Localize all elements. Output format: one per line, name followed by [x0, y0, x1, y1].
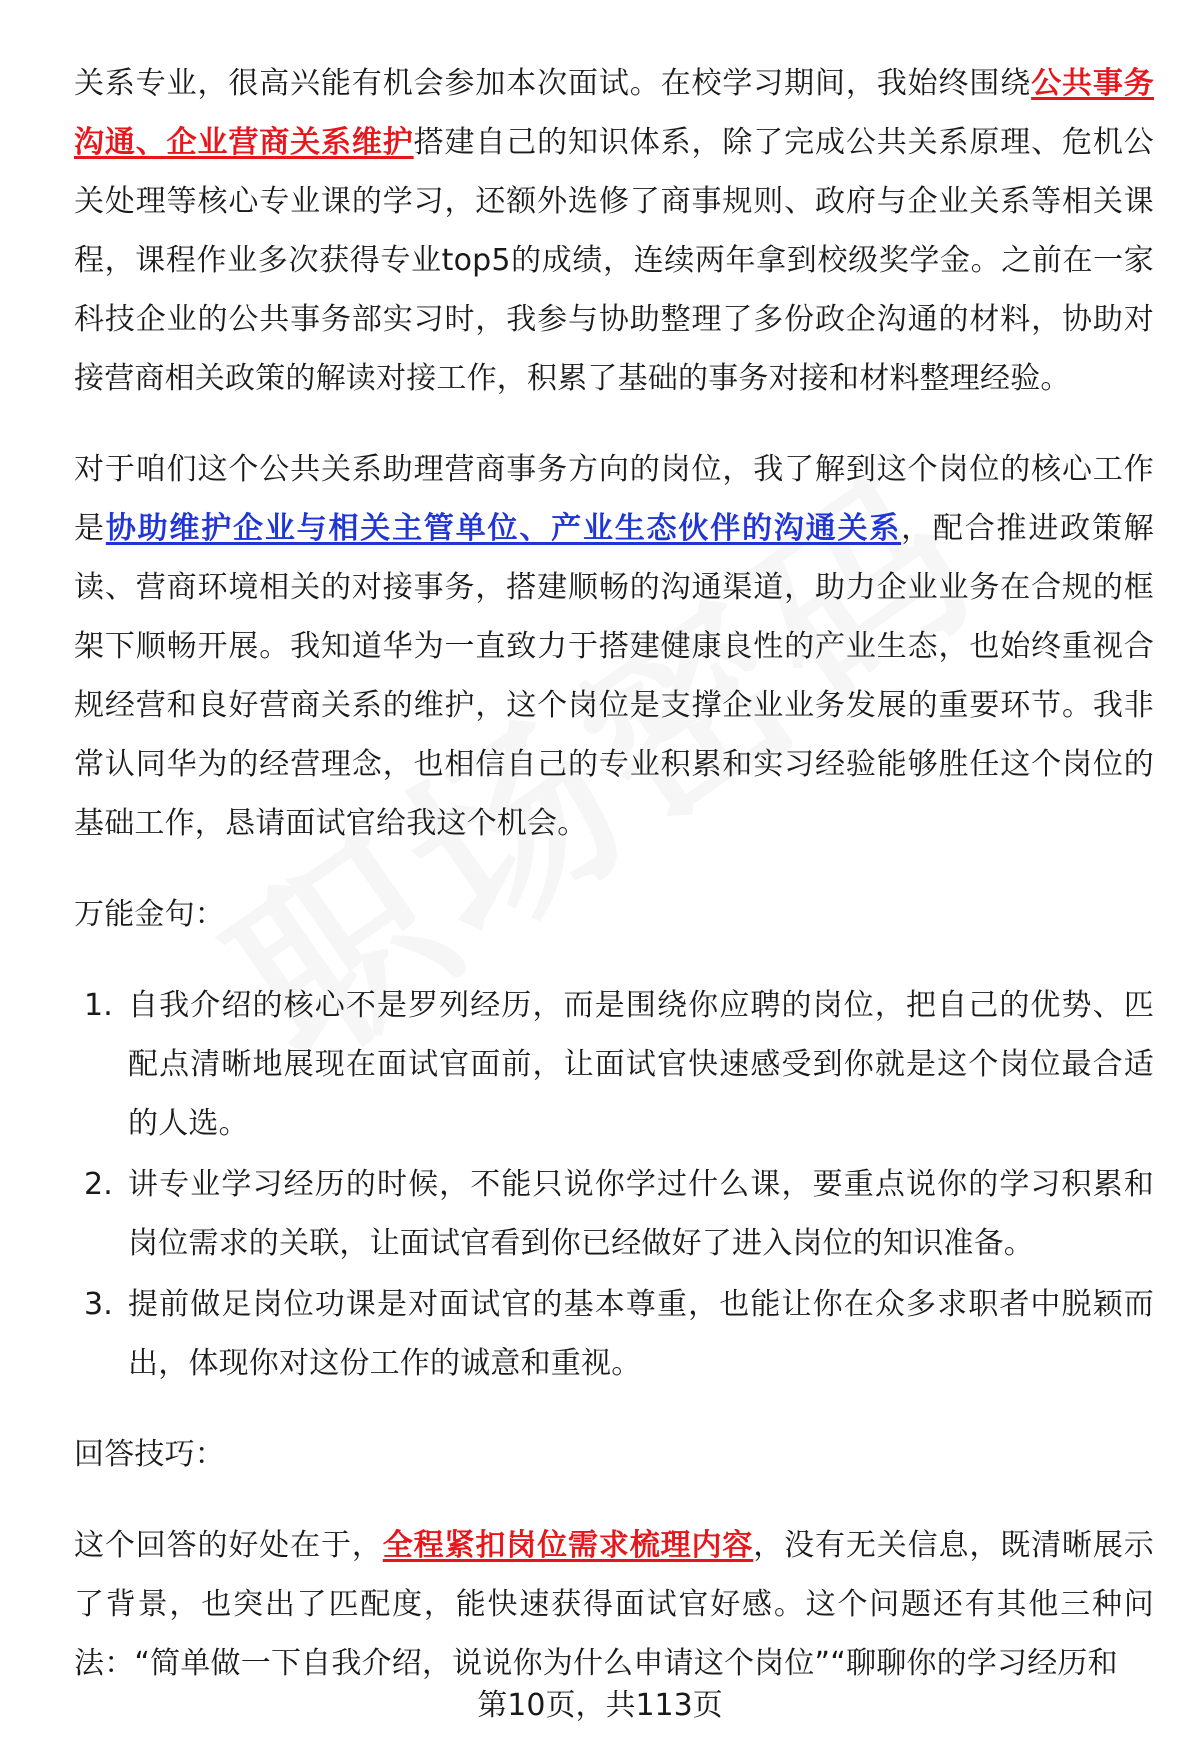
paragraph-text: 这个回答的好处在于，	[74, 1528, 383, 1563]
list-text: 提前做足岗位功课是对面试官的基本尊重，也能让你在众多求职者中脱颖而出，体现你对这份工作的诚意和重视。	[128, 1287, 1154, 1381]
list-item	[74, 1155, 1154, 1273]
paragraph-text: 对于咱们这个公共关系助理营商事务方向的岗位，我了解到这个岗位的核心工作是	[74, 452, 1154, 546]
paragraph-text: 搭建自己的知识体系，除了完成公共关系原理、危机公关处理等核心专业课的学习，还额外选修了商事规则、政府与企业关系等相关课程，课程作业多次获得专业top5的成绩，连续两年拿到校级奖学金。之前在一家科技企业的公共事务部实习时，我参与协助整理了多份政企沟通的材料，协助对接营商相关政策的解读对接工作，积累了基础的事务对接和材料整理经验。	[74, 125, 1154, 396]
paragraph-background	[74, 54, 1154, 408]
list-item	[74, 976, 1154, 1153]
tips-list	[74, 976, 1154, 1393]
page-number: 第10页，共113页	[477, 1688, 723, 1723]
list-item	[74, 1275, 1154, 1393]
document-body	[74, 54, 1154, 1725]
list-text: 自我介绍的核心不是罗列经历，而是围绕你应聘的岗位，把自己的优势、匹配点清晰地展现在面试官面前，让面试官快速感受到你就是这个岗位最合适的人选。	[128, 988, 1154, 1141]
highlight-red: 全程紧扣岗位需求梳理内容	[382, 1528, 754, 1563]
list-number: 2.	[84, 1167, 114, 1202]
list-number: 3.	[84, 1287, 114, 1322]
heading-golden-sentences: 万能金句：	[74, 897, 225, 932]
highlight-blue: 协助维护企业与相关主管单位、产业生态伙伴的沟通关系	[105, 511, 902, 546]
list-number: 1.	[84, 988, 114, 1023]
list-text: 讲专业学习经历的时候，不能只说你学过什么课，要重点说你的学习积累和岗位需求的关联，让面试官看到你已经做好了进入岗位的知识准备。	[128, 1167, 1154, 1261]
paragraph-analysis	[74, 1516, 1154, 1693]
paragraph-text: 关系专业，很高兴能有机会参加本次面试。在校学习期间，我始终围绕	[74, 66, 1032, 101]
heading-answer-skills: 回答技巧：	[74, 1437, 225, 1472]
paragraph-text: ，配合推进政策解读、营商环境相关的对接事务，搭建顺畅的沟通渠道，助力企业业务在合规的框架下顺畅开展。我知道华为一直致力于搭建健康良性的产业生态，也始终重视合规经营和良好营商关系的维护，这个岗位是支撑企业业务发展的重要环节。我非常认同华为的经营理念，也相信自己的专业积累和实习经验能够胜任这个岗位的基础工作，恳请面试官给我这个机会。	[74, 511, 1154, 841]
paragraph-position	[74, 440, 1154, 853]
paragraph-text: ，没有无关信息，既清晰展示了背景，也突出了匹配度，能快速获得面试官好感。这个问题还有其他三种问法：“简单做一下自我介绍，说说你为什么申请这个岗位”“聊聊你的学习经历和	[74, 1528, 1154, 1681]
highlight-red: 公共事务沟通、企业营商关系维护	[74, 66, 1154, 160]
